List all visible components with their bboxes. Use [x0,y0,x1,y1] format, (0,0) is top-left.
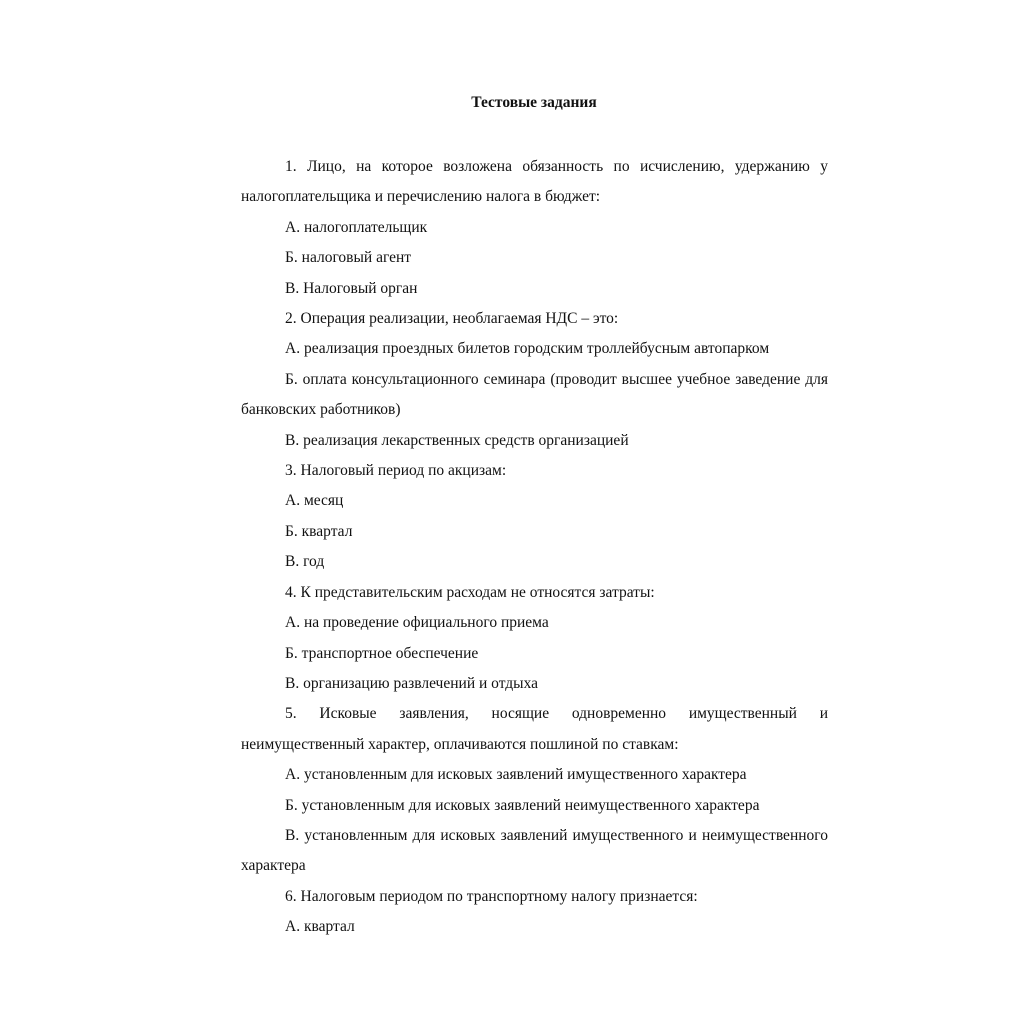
question-4-option-b: Б. транспортное обеспечение [285,644,479,662]
question-1-option-c: В. Налоговый орган [285,279,418,297]
question-5: 5. Исковые заявления, носящие одновременно имущественный и неимущественный характер, оплачиваются пошлиной по ставкам: [241,705,828,753]
question-1-option-b: Б. налоговый агент [285,249,412,267]
question-2: 2. Операция реализации, необлагаемая НДС – это: [285,310,619,328]
question-5-option-a: А. установленным для исковых заявлений имущественного характера [285,766,747,784]
question-3-option-b: Б. квартал [285,522,353,540]
document-body [241,152,828,943]
question-4-option-a: А. на проведение официального приема [285,614,549,632]
question-4-option-c: В. организацию развлечений и отдыха [285,674,539,692]
question-5-option-b: Б. установленным для исковых заявлений неимущественного характера [285,796,760,814]
question-6: 6. Налоговым периодом по транспортному налогу признается: [285,887,698,905]
page-title: Тестовые задания [471,94,597,111]
question-2-option-b: Б. оплата консультационного семинара (проводит высшее учебное заведение для банковских работников) [241,370,828,419]
question-2-option-c: В. реализация лекарственных средств организацией [285,431,629,449]
question-5-option-c: В. установленным для исковых заявлений имущественного и неимущественного характера [241,826,828,875]
question-1-option-a: А. налогоплательщик [285,218,428,236]
question-3-option-a: А. месяц [285,492,344,510]
question-2-option-a: А. реализация проездных билетов городским троллейбусным автопарком [285,340,770,358]
question-3-option-c: В. год [285,553,325,571]
question-6-option-a: А. квартал [285,918,355,936]
question-3: 3. Налоговый период по акцизам: [285,462,507,480]
question-1: 1. Лицо, на которое возложена обязанность по исчислению, удержанию у налогоплательщика и перечислению налога в бюджет: [241,158,828,206]
question-4: 4. К представительским расходам не относятся затраты: [285,583,655,601]
